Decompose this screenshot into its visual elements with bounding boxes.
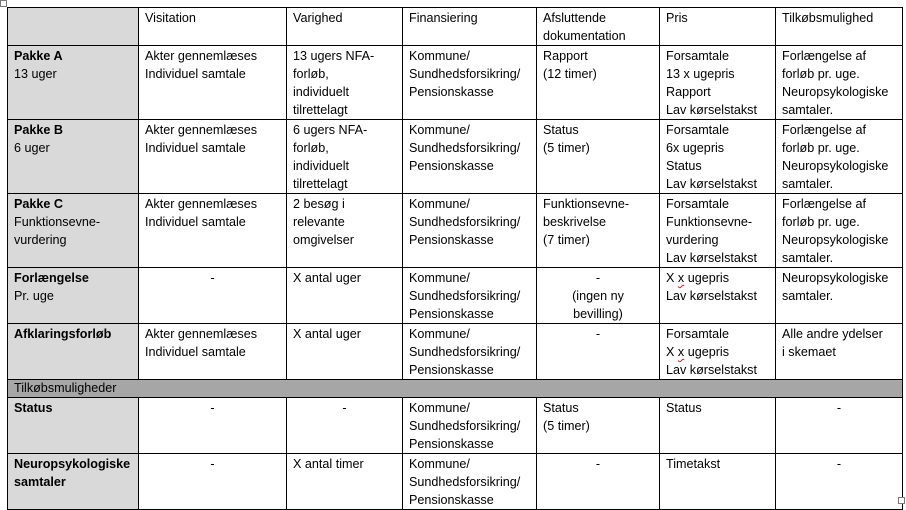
table-cell: Akter gennemlæses Individuel samtale — [139, 194, 287, 268]
table-cell: - — [139, 398, 287, 454]
table-row — [8, 120, 903, 194]
row-title: Pakke C — [14, 197, 64, 211]
table-row — [8, 324, 903, 380]
table-cell: Rapport (12 timer) — [537, 46, 660, 120]
header-cell-tilkobsmulighed: Tilkøbsmulighed — [776, 8, 903, 46]
header-row — [8, 8, 903, 46]
table-cell: Forlængelse af forløb pr. uge. Neuropsykologiske samtaler. — [776, 194, 903, 268]
row-header-cell — [8, 398, 139, 454]
header-cell-corner — [8, 8, 139, 46]
section-row — [8, 380, 903, 398]
table-cell: Status (5 timer) — [537, 398, 660, 454]
table-cell: Forsamtale X x ugepris Lav kørselstakst — [660, 324, 776, 380]
table-resize-handle[interactable] — [898, 497, 905, 504]
row-title: Neuropsykologiske samtaler — [14, 457, 131, 489]
row-title: Pakke B — [14, 123, 64, 137]
table-cell: Kommune/ Sundhedsforsikring/ Pensionskasse — [403, 454, 537, 510]
row-header-cell — [8, 194, 139, 268]
table-cell: Akter gennemlæses Individuel samtale — [139, 324, 287, 380]
table-cell: - — [139, 268, 287, 324]
table-cell: Kommune/ Sundhedsforsikring/ Pensionskasse — [403, 324, 537, 380]
row-header-cell — [8, 324, 139, 380]
price-package-table — [7, 7, 903, 510]
table-cell: X x ugepris Lav kørselstakst — [660, 268, 776, 324]
table-cell: Akter gennemlæses Individuel samtale — [139, 120, 287, 194]
table-cell: Kommune/ Sundhedsforsikring/ Pensionskasse — [403, 268, 537, 324]
row-title: Forlængelse — [14, 271, 89, 285]
table-row — [8, 454, 903, 510]
row-subtitle: 13 uger — [14, 67, 57, 81]
header-cell-visitation: Visitation — [139, 8, 287, 46]
header-cell-finansiering: Finansiering — [403, 8, 537, 46]
table-move-handle[interactable] — [0, 0, 7, 7]
table-cell: Forsamtale 13 x ugepris Rapport Lav kørselstakst — [660, 46, 776, 120]
row-subtitle: Funktionsevne- vurdering — [14, 215, 101, 247]
table-cell: Forlængelse af forløb pr. uge. Neuropsykologiske samtaler. — [776, 46, 903, 120]
table-row — [8, 46, 903, 120]
table-cell: Forsamtale 6x ugepris Status Lav kørselstakst — [660, 120, 776, 194]
table-cell: Kommune/ Sundhedsforsikring/ Pensionskasse — [403, 46, 537, 120]
table-cell: X antal uger — [287, 324, 403, 380]
table-cell: Forlængelse af forløb pr. uge. Neuropsykologiske samtaler. — [776, 120, 903, 194]
row-subtitle: 6 uger — [14, 141, 50, 155]
table-cell: Funktionsevne- beskrivelse (7 timer) — [537, 194, 660, 268]
row-header-cell — [8, 454, 139, 510]
table-cell: 6 ugers NFA- forløb, individuelt tilrettelagt — [287, 120, 403, 194]
header-cell-afsluttende-dokumentation: Afsluttende dokumentation — [537, 8, 660, 46]
table-cell: Akter gennemlæses Individuel samtale — [139, 46, 287, 120]
header-cell-varighed: Varighed — [287, 8, 403, 46]
row-header-cell — [8, 268, 139, 324]
table-row — [8, 268, 903, 324]
table-cell: Timetakst — [660, 454, 776, 510]
table-cell: - — [287, 398, 403, 454]
row-title: Status — [14, 401, 53, 415]
table-cell: - — [139, 454, 287, 510]
table-cell: - — [537, 324, 660, 380]
table-cell: - — [537, 454, 660, 510]
table-cell: X antal timer — [287, 454, 403, 510]
row-title: Afklaringsforløb — [14, 327, 112, 341]
table-cell: 13 ugers NFA- forløb, individuelt tilrettelagt — [287, 46, 403, 120]
table-cell: Kommune/ Sundhedsforsikring/ Pensionskasse — [403, 194, 537, 268]
row-header-cell — [8, 120, 139, 194]
table-cell: Forsamtale Funktionsevne- vurdering Lav kørselstakst — [660, 194, 776, 268]
row-subtitle: Pr. uge — [14, 289, 54, 303]
row-title: Pakke A — [14, 49, 63, 63]
table-cell: X antal uger — [287, 268, 403, 324]
header-cell-pris: Pris — [660, 8, 776, 46]
table-cell: - — [776, 454, 903, 510]
table-cell: Status — [660, 398, 776, 454]
row-header-cell — [8, 46, 139, 120]
table-cell: Alle andre ydelser i skemaet — [776, 324, 903, 380]
table-cell: 2 besøg i relevante omgivelser — [287, 194, 403, 268]
table-cell: - (ingen ny bevilling) — [537, 268, 660, 324]
table-cell: Neuropsykologiske samtaler. — [776, 268, 903, 324]
section-header-tilkobsmuligheder: Tilkøbsmuligheder — [8, 380, 903, 398]
table-cell: - — [776, 398, 903, 454]
table-cell: Kommune/ Sundhedsforsikring/ Pensionskasse — [403, 398, 537, 454]
table-cell: Status (5 timer) — [537, 120, 660, 194]
table-row — [8, 194, 903, 268]
table-row — [8, 398, 903, 454]
table-cell: Kommune/ Sundhedsforsikring/ Pensionskasse — [403, 120, 537, 194]
